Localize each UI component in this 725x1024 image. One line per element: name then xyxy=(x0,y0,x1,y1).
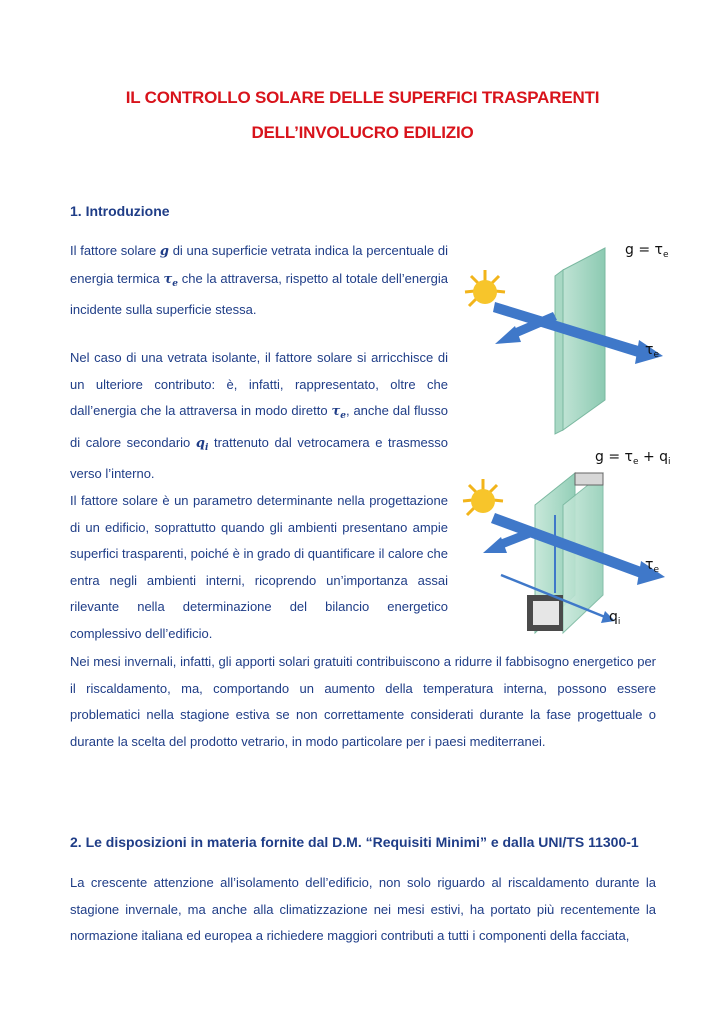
tau-label-bottom: $\tau_e$ xyxy=(645,557,659,575)
desiccant xyxy=(533,601,559,625)
glass-pane-edge xyxy=(555,270,563,434)
paragraph-solar-factor: Il fattore solare g di una superficie vetrata indica la percentuale di energia termica $\tau_e$ che la attraversa, rispetto al totale dell’energia incidente sulla superficie stessa. xyxy=(70,243,448,317)
formula-g-equals-tau-plus-qi: $g = \tau_e + q_i$ xyxy=(595,449,671,467)
document-title-line-1: IL CONTROLLO SOLARE DELLE SUPERFICI TRASPARENTI xyxy=(125,88,600,107)
sun-icon xyxy=(465,270,505,306)
tau-label-top: $\tau_e$ xyxy=(645,342,659,360)
qi-label: $q_i$ xyxy=(609,609,621,627)
double-glass-illustration xyxy=(455,445,680,640)
formula-g-equals-tau: $g = \tau_e$ xyxy=(625,242,669,260)
section-2-heading: 2. Le disposizioni in materia fornite dal D.M. “Requisiti Minimi” e dalla UNI/TS 11300-1 xyxy=(70,834,639,850)
paragraph-insulation-attention: La crescente attenzione all’isolamento dell’edificio, non solo riguardo al riscaldamento durante la stagione invernale, ma anche alla climatizzazione nei mesi estivi, ha portato più recentemente la normazione italiana ed europea a richiedere maggiori contributi a tutti i componenti della facciata, xyxy=(70,875,656,943)
paragraph-insulating-glass: Nel caso di una vetrata isolante, il fattore solare si arricchisce di un ulteriore contributo: è, infatti, rappresentato, oltre che dall’energia che la attraversa in modo diretto $\tau_e$, anche dal flusso di calore secondario $q_i$ trattenuto dal vetrocamera e trasmesso verso l’interno. xyxy=(70,350,448,481)
single-glass-illustration xyxy=(455,240,680,440)
paragraph-design-parameter: Il fattore solare è un parametro determinante nella progettazione di un edificio, soprattutto quando gli ambienti presentano ampie superfici trasparenti, poiché è in grado di quantificare il calore che entra negli ambienti interni, ricoprendo un’importanza assai rilevante nella determinazione del bilancio energetico complessivo dell’edificio. xyxy=(70,493,448,641)
single-glass-diagram xyxy=(455,240,680,440)
paragraph-winter-months: Nei mesi invernali, infatti, gli apporti solari gratuiti contribuiscono a ridurre il fabbisogno energetico per il riscaldamento, ma, comportando un aumento della temperatura interna, possono essere problematici nella stagione estiva se non correttamente considerati durante la fase progettuale o durante la scelta del prodotto vetrario, in modo particolare per i paesi mediterranei. xyxy=(70,654,656,749)
double-glass-diagram xyxy=(455,445,680,640)
document-title-line-2: DELL’INVOLUCRO EDILIZIO xyxy=(251,123,474,142)
sun-icon-2 xyxy=(463,479,503,515)
section-1-heading: 1. Introduzione xyxy=(70,203,170,219)
spacer-top xyxy=(575,473,603,485)
